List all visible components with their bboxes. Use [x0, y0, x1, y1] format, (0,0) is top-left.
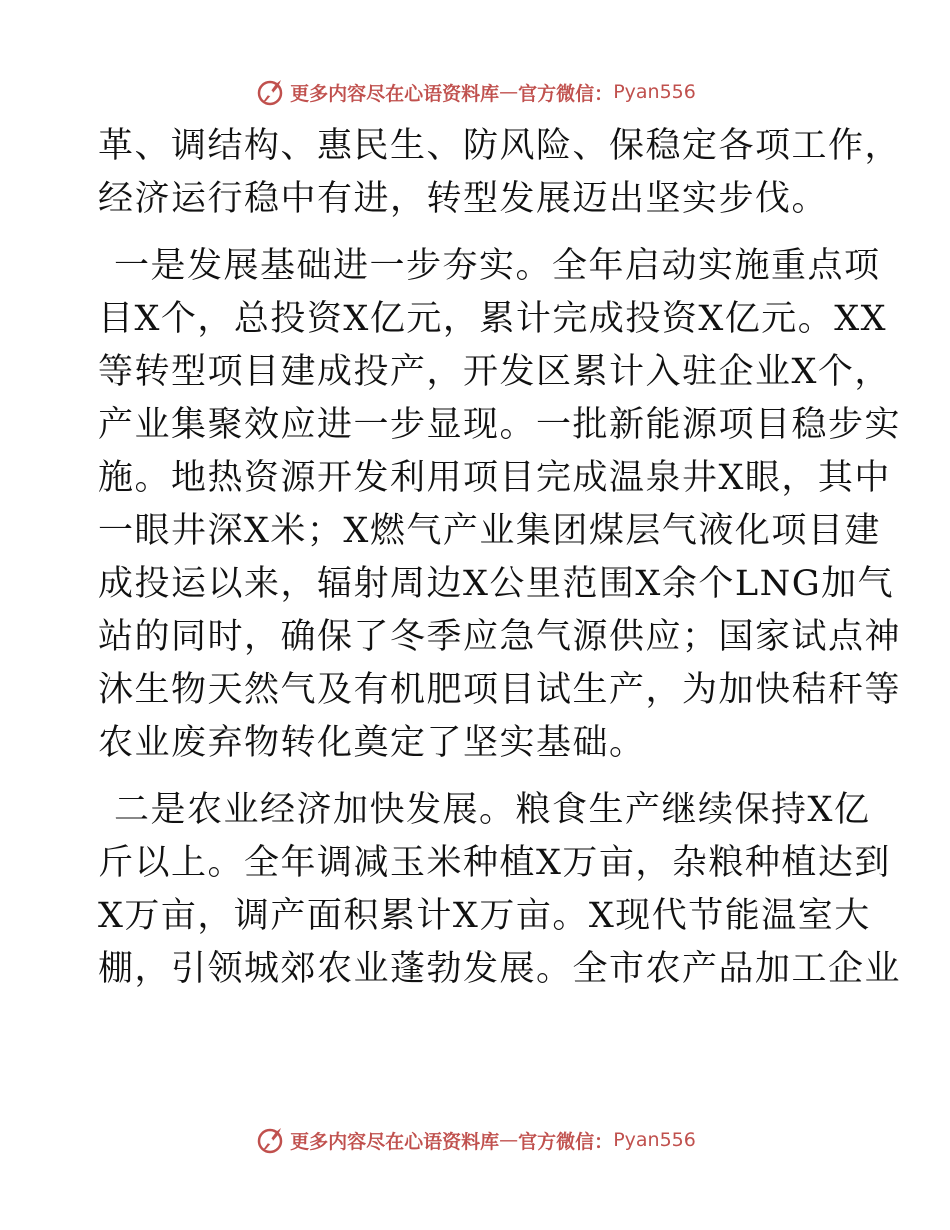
watermark-wechat-id: Pyan556 [613, 1129, 696, 1151]
text-line: 棚，引领城郊农业蓬勃发展。全市农产品加工企业 [98, 949, 902, 989]
text-line: 斤以上。全年调减玉米种植X万亩，杂粮种植达到 [98, 843, 891, 883]
text-line: 站的同时，确保了冬季应急气源供应；国家试点神 [98, 617, 902, 657]
header-watermark [0, 72, 950, 112]
paragraph-intro-continued [98, 120, 902, 226]
text-line: 革、调结构、惠民生、防风险、保稳定各项工作， [98, 126, 902, 166]
text-line: 产业集聚效应进一步显现。一批新能源项目稳步实 [98, 405, 902, 445]
text-line: 沐生物天然气及有机肥项目试生产，为加快秸秆等 [98, 670, 902, 710]
text-line: 施。地热资源开发利用项目完成温泉井X眼，其中 [98, 458, 891, 498]
text-line: 成投运以来，辐射周边X公里范围X余个LNG加气 [98, 564, 895, 604]
quill-logo-icon [254, 76, 286, 108]
watermark-separator: — [499, 1129, 519, 1151]
quill-logo-icon [254, 1124, 286, 1156]
document-body [98, 120, 902, 996]
text-line: 目X个，总投资X亿元，累计完成投资X亿元。XX [98, 299, 888, 339]
paragraph-development-foundation [98, 240, 902, 770]
text-line: 等转型项目建成投产，开发区累计入驻企业X个， [98, 352, 891, 392]
text-line: 经济运行稳中有进，转型发展迈出坚实步伐。 [98, 179, 829, 219]
watermark-text: 更多内容尽在心语资料库 [290, 82, 500, 105]
text-line: X万亩，调产面积累计X万亩。X现代节能温室大 [98, 896, 871, 936]
text-line: 农业废弃物转化奠定了坚实基础。 [98, 723, 646, 763]
footer-watermark [0, 1120, 950, 1160]
watermark-wechat-label: 官方微信： [518, 82, 614, 105]
watermark-separator: — [499, 81, 519, 103]
text-line: 一眼井深X米；X燃气产业集团煤层气液化项目建 [98, 511, 881, 551]
text-line: 二是农业经济加快发展。粮食生产继续保持X亿 [114, 790, 871, 830]
watermark-text: 更多内容尽在心语资料库 [290, 1130, 500, 1153]
paragraph-agriculture [98, 784, 902, 996]
text-line: 一是发展基础进一步夯实。全年启动实施重点项 [114, 246, 881, 286]
watermark-wechat-label: 官方微信： [518, 1130, 614, 1153]
watermark-wechat-id: Pyan556 [613, 81, 696, 103]
